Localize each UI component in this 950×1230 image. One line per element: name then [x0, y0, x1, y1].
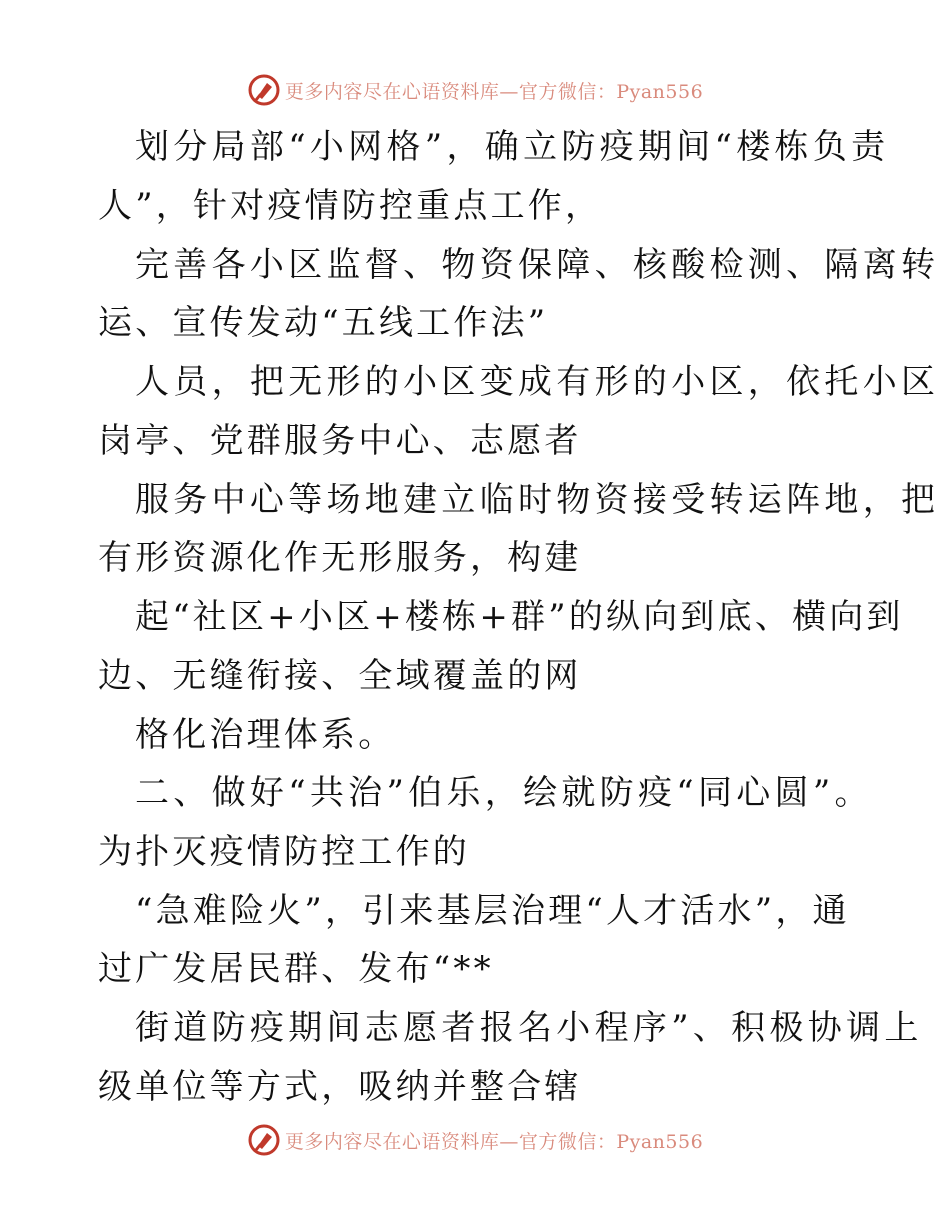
- pen-nib-logo-icon: [247, 1123, 281, 1157]
- body-line: 边、无缝衔接、全域覆盖的网: [98, 656, 582, 696]
- body-line: “急难险火”，引来基层治理“人才活水”，通: [135, 891, 850, 931]
- body-line: 人”，针对疫情防控重点工作，: [98, 186, 603, 226]
- body-line: 街道防疫期间志愿者报名小程序”、积极协调上: [135, 1008, 923, 1048]
- footer-watermark: [0, 1120, 950, 1160]
- body-line: 起“社区+小区+楼栋+群”的纵向到底、横向到: [135, 597, 904, 637]
- body-line: 过广发居民群、发布“**: [98, 949, 494, 989]
- watermark-text: 更多内容尽在心语资料库—官方微信：Pyan556: [284, 1130, 704, 1153]
- body-line: 级单位等方式，吸纳并整合辖: [98, 1067, 582, 1107]
- body-line: 划分局部“小网格”，确立防疫期间“楼栋负责: [135, 127, 890, 167]
- body-line: 为扑灭疫情防控工作的: [98, 832, 470, 872]
- body-line: 完善各小区监督、物资保障、核酸检测、隔离转: [135, 245, 940, 285]
- body-line: 二、做好“共治”伯乐，绘就防疫“同心圆”。: [135, 773, 873, 813]
- body-line: 有形资源化作无形服务，构建: [98, 538, 582, 578]
- body-line: 格化治理体系。: [135, 715, 396, 755]
- body-line: 岗亭、党群服务中心、志愿者: [98, 421, 582, 461]
- body-line: 服务中心等场地建立临时物资接受转运阵地，把: [135, 480, 940, 520]
- watermark-text: 更多内容尽在心语资料库—官方微信：Pyan556: [284, 80, 704, 103]
- body-line: 人员，把无形的小区变成有形的小区，依托小区: [135, 362, 940, 402]
- body-line: 运、宣传发动“五线工作法”: [98, 303, 549, 343]
